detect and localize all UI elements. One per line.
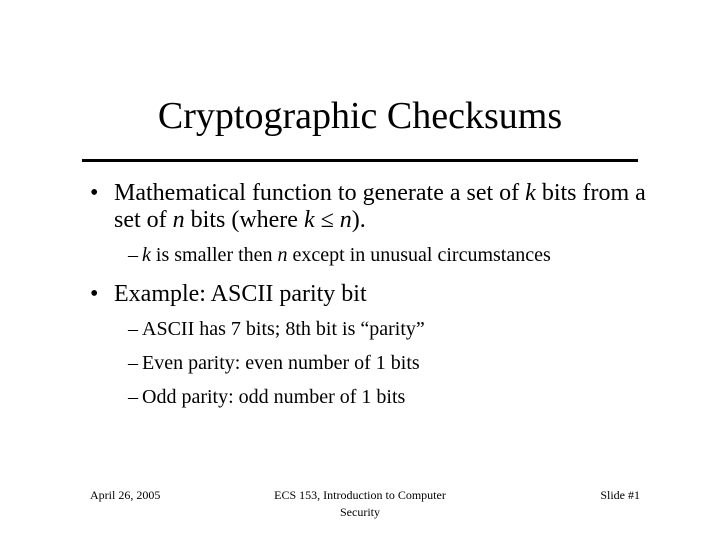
title-divider (82, 159, 638, 162)
sub-bullet-text: ASCII has 7 bits; 8th bit is “parity” (142, 318, 425, 340)
sub-bullet-item (128, 385, 650, 410)
footer-course: ECS 153, Introduction to Computer Security (274, 488, 446, 519)
footer-date: April 26, 2005 (90, 488, 161, 502)
sub-bullet-marker: – (128, 244, 138, 266)
sub-bullet-item (128, 351, 650, 376)
footer-slide-number: Slide #1 (600, 488, 640, 502)
bullet-text: Example: ASCII parity bit (114, 281, 367, 307)
sub-bullet-text: Even parity: even number of 1 bits (142, 352, 420, 374)
sub-bullet-text: Odd parity: odd number of 1 bits (142, 386, 406, 408)
slide-title: Cryptographic Checksums (157, 95, 563, 137)
sub-bullet-marker: – (128, 386, 138, 408)
sub-bullet-text: k is smaller then n except in unusual circumstances (142, 244, 551, 266)
bullet-item (90, 180, 650, 234)
bullet-text: Mathematical function to generate a set of k bits from a set of n bits (where k ≤ n). (114, 180, 646, 233)
bullet-marker: • (90, 180, 99, 206)
sub-bullet-item (128, 317, 650, 342)
slide-body (90, 180, 650, 419)
bullet-marker: • (90, 281, 99, 307)
bullet-item (90, 281, 650, 308)
sub-bullet-marker: – (128, 318, 138, 340)
sub-bullet-item (128, 243, 650, 268)
sub-bullet-marker: – (128, 352, 138, 374)
